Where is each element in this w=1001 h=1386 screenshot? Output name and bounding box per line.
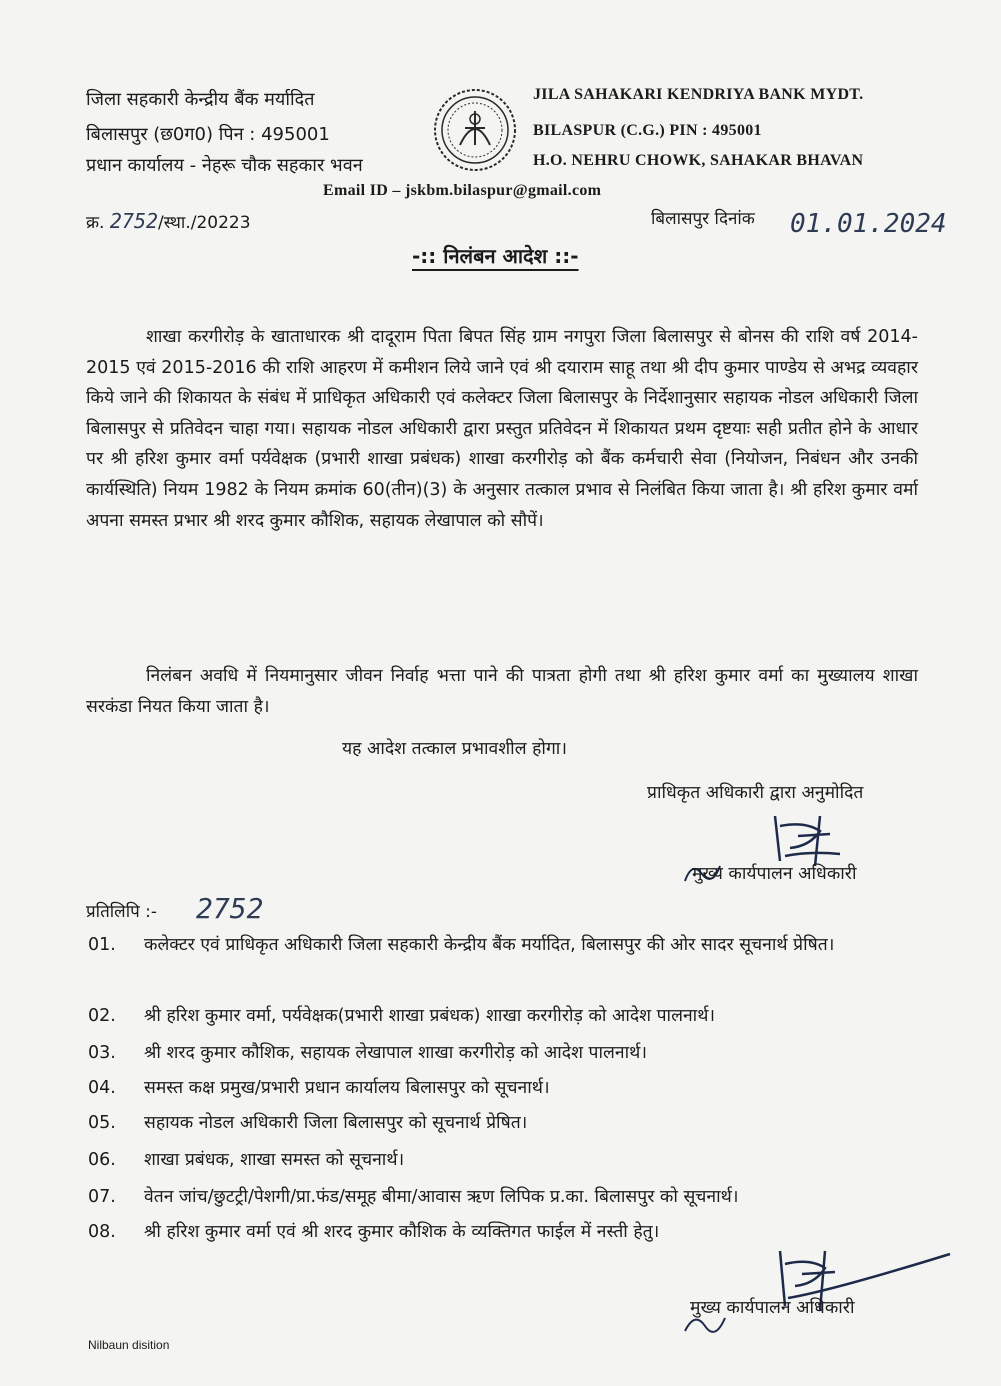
footer-note: Nilbaun disition — [88, 1338, 170, 1352]
place-date-label: बिलासपुर दिनांक — [651, 209, 755, 229]
reference-prefix: क्र. — [86, 213, 105, 233]
reference-number — [86, 209, 251, 235]
bank-address-english: BILASPUR (C.G.) PIN : 495001 — [533, 122, 762, 139]
order-title: -:: निलंबन आदेश ::- — [412, 244, 579, 268]
list-item-number: 04. — [88, 1078, 116, 1098]
head-office-english: H.O. NEHRU CHOWK, SAHAKAR BHAVAN — [533, 152, 864, 169]
handwritten-date: 01.01.2024 — [790, 209, 947, 239]
list-item-number: 06. — [88, 1150, 116, 1170]
list-item-text: कलेक्टर एवं प्राधिकृत अधिकारी जिला सहकारी केन्द्रीय बैंक मर्यादित, बिलासपुर की ओर सादर सूचनार्थ प्रेषित। — [144, 935, 835, 955]
list-item-text: श्री हरिश कुमार वर्मा, पर्यवेक्षक(प्रभारी शाखा प्रबंधक) शाखा करगीरोड़ को आदेश पालनार्थ। — [144, 1006, 716, 1026]
list-item-number: 07. — [88, 1187, 116, 1207]
list-item-text: श्री हरिश कुमार वर्मा एवं श्री शरद कुमार कौशिक के व्यक्तिगत फाईल में नस्ती हेतु। — [144, 1222, 660, 1242]
copy-label: प्रतिलिपि :- — [86, 902, 158, 922]
list-item-number: 02. — [88, 1006, 116, 1026]
signatory-designation-1: मुख्य कार्यपालन अधिकारी — [692, 864, 857, 884]
reference-suffix: /स्था./20223 — [158, 213, 251, 233]
list-item-number: 08. — [88, 1222, 116, 1242]
list-item — [88, 931, 941, 987]
list-item-text: सहायक नोडल अधिकारी जिला बिलासपुर को सूचनार्थ प्रेषित। — [144, 1113, 528, 1133]
list-item-number: 03. — [88, 1043, 116, 1063]
body-paragraph-1: शाखा करगीरोड़ के खाताधारक श्री दादूराम पिता बिपत सिंह ग्राम नगपुरा जिला बिलासपुर से बोनस की राशि वर्ष 2014-2015 एवं 2015-2016 की राशि आहरण में कमीशन लिये जाने एवं श्री दयाराम साहू तथा श्री दीप कुमार पाण्डेय से अभद्र व्यवहार किये जाने की शिकायत के संबंध में प्राधिकृत अधिकारी एवं कलेक्टर जिला बिलासपुर के निर्देशानुसार सहायक नोडल अधिकारी जिला बिलासपुर से प्रतिवेदन चाहा गया। सहायक नोडल अधिकारी द्वारा प्रस्तुत प्रतिवेदन में शिकायत प्रथम दृष्टयाः सही प्रतीत होने के आधार पर श्री हरिश कुमार वर्मा पर्यवेक्षक (प्रभारी शाखा प्रबंधक) शाखा करगीरोड़ को बैंक कर्मचारी सेवा (नियोजन, निबंधन और उनकी कार्यस्थिति) नियम 1982 के नियम क्रमांक 60(तीन)(3) के अनुसार तत्काल प्रभाव से निलंबित किया जाता है। श्री हरिश कुमार वर्मा अपना समस्त प्रभार श्री शरद कुमार कौशिक, सहायक लेखापाल को सौपें। — [86, 327, 918, 531]
bank-address-hindi: बिलासपुर (छ0ग0) पिन : 495001 — [86, 124, 330, 145]
body-paragraph-3: यह आदेश तत्काल प्रभावशील होगा। — [342, 739, 567, 759]
bank-emblem-seal-icon — [432, 83, 518, 178]
handwritten-reference-number: 2752 — [109, 209, 159, 233]
email-line: Email ID – jskbm.bilaspur@gmail.com — [323, 182, 602, 199]
list-item-text: वेतन जांच/छुटट्री/पेशगी/प्रा.फंड/समूह बीमा/आवास ऋण लिपिक प्र.का. बिलासपुर को सूचनार्थ। — [144, 1187, 739, 1207]
list-item-text: श्री शरद कुमार कौशिक, सहायक लेखापाल शाखा करगीरोड़ को आदेश पालनार्थ। — [144, 1043, 647, 1063]
bank-name-hindi: जिला सहकारी केन्द्रीय बैंक मर्यादित — [86, 89, 315, 110]
head-office-hindi: प्रधान कार्यालय - नेहरू चौक सहकार भवन — [86, 155, 363, 176]
bank-name-english: JILA SAHAKARI KENDRIYA BANK MYDT. — [533, 86, 864, 103]
list-item-number: 05. — [88, 1113, 116, 1133]
list-item-number: 01. — [88, 935, 116, 955]
list-item-text: समस्त कक्ष प्रमुख/प्रभारी प्रधान कार्यालय बिलासपुर को सूचनार्थ। — [144, 1078, 550, 1098]
handwritten-copy-number: 2752 — [196, 892, 264, 925]
approval-note: प्राधिकृत अधिकारी द्वारा अनुमोदित — [647, 783, 864, 803]
body-paragraph-2: निलंबन अवधि में नियमानुसार जीवन निर्वाह भत्ता पाने की पात्रता होगी तथा श्री हरिश कुमार वर्मा का मुख्यालय शाखा सरकंडा नियत किया जाता है। — [86, 666, 918, 717]
list-item-text: शाखा प्रबंधक, शाखा समस्त को सूचनार्थ। — [144, 1150, 405, 1170]
signatory-designation-2: मुख्य कार्यपालन अधिकारी — [690, 1298, 855, 1318]
